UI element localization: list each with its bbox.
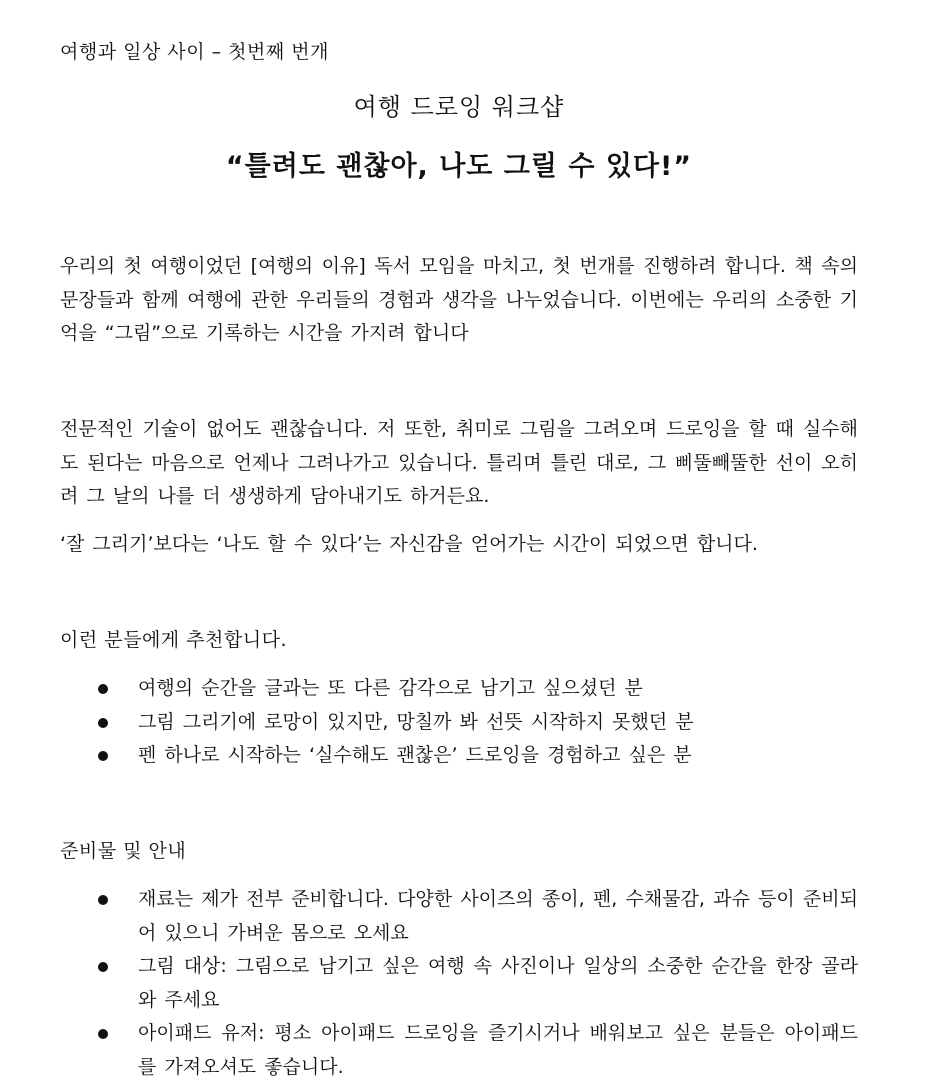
bullet-icon (98, 684, 108, 694)
list-item-text: 그림 대상: 그림으로 남기고 싶은 여행 속 사진이나 일상의 소중한 순간을 한장 골라와 주세요 (138, 955, 858, 1011)
intro-paragraph: 우리의 첫 여행이었던 [여행의 이유] 독서 모임을 마치고, 첫 번개를 진행하려 합니다. 책 속의 문장들과 함께 여행에 관한 우리들의 경험과 생각을 나누었습니다. 이번에는 우리의 소중한 기억을 “그림”으로 기록하는 시간을 가지려 합니다 (60, 255, 858, 344)
recommend-section-title: 이런 분들에게 추천합니다. (60, 629, 288, 651)
list-item-text: 재료는 제가 전부 준비합니다. 다양한 사이즈의 종이, 펜, 수채물감, 과슈 등이 준비되어 있으니 가벼운 몸으로 오세요 (138, 888, 858, 944)
bullet-icon (98, 1029, 108, 1039)
philosophy-paragraph: 전문적인 기술이 없어도 괜찮습니다. 저 또한, 취미로 그림을 그려오며 드로잉을 할 때 실수해도 된다는 마음으로 언제나 그려나가고 있습니다. 틀리며 틀린 대로, 그 삐뚤빼뚤한 선이 오히려 그 날의 나를 더 생생하게 담아내기도 하거든요. (60, 418, 858, 507)
workshop-subtitle: 여행 드로잉 워크샵 (353, 93, 565, 121)
bullet-icon (98, 718, 108, 728)
list-item-text: 펜 하나로 시작하는 ‘실수해도 괜찮은’ 드로잉을 경험하고 싶은 분 (138, 744, 692, 766)
list-item (60, 950, 858, 1017)
guide-list (60, 883, 858, 1084)
list-item (60, 739, 858, 773)
list-item (60, 706, 858, 740)
list-item-text: 여행의 순간을 글과는 또 다른 감각으로 남기고 싶으셨던 분 (138, 677, 643, 699)
bullet-icon (98, 962, 108, 972)
list-item (60, 672, 858, 706)
bullet-icon (98, 751, 108, 761)
guide-section-title: 준비물 및 안내 (60, 840, 187, 862)
workshop-headline: “틀려도 괜찮아, 나도 그릴 수 있다!” (225, 151, 693, 182)
list-item (60, 883, 858, 950)
goal-paragraph: ‘잘 그리기’보다는 ‘나도 할 수 있다’는 자신감을 얻어가는 시간이 되었으면 합니다. (60, 533, 758, 555)
bullet-icon (98, 895, 108, 905)
list-item-text: 그림 그리기에 로망이 있지만, 망칠까 봐 선뜻 시작하지 못했던 분 (138, 710, 694, 733)
list-item (60, 1017, 858, 1084)
event-series-label: 여행과 일상 사이 – 첫번째 번개 (60, 41, 329, 63)
list-item-text: 아이패드 유저: 평소 아이패드 드로잉을 즐기시거나 배워보고 싶은 분들은 아이패드를 가져오셔도 좋습니다. (138, 1022, 858, 1078)
recommend-list (60, 672, 858, 773)
